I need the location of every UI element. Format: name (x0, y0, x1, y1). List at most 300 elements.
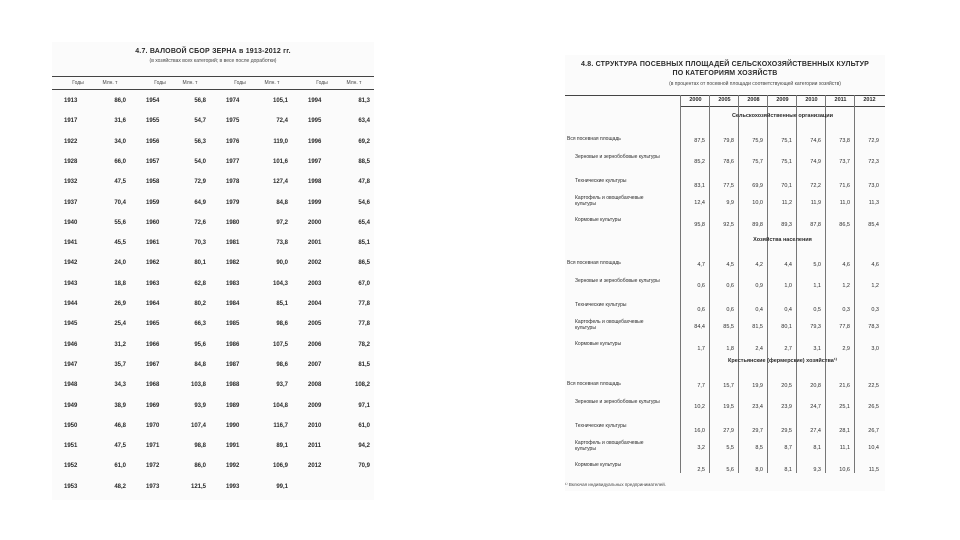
value-cell: 74,6 (810, 138, 821, 144)
value-cell: 5,0 (813, 262, 821, 268)
value-cell: 0,6 (697, 283, 705, 289)
value-cell: 95,6 (194, 341, 206, 348)
value-cell: 80,1 (194, 260, 206, 267)
value-cell: 10,4 (868, 445, 879, 451)
value-cell: 84,4 (694, 324, 705, 330)
year-cell: 1983 (226, 280, 240, 287)
value-cell: 101,6 (272, 158, 288, 165)
value-cell: 2,7 (784, 346, 792, 352)
value-cell: 27,4 (810, 428, 821, 434)
value-cell: 93,7 (276, 382, 288, 389)
table-row (52, 443, 374, 453)
value-cell: 54,7 (194, 118, 206, 125)
year-cell: 2001 (308, 240, 322, 247)
value-cell: 35,7 (114, 361, 126, 368)
year-cell: 2000 (308, 219, 322, 226)
value-cell: 19,9 (752, 383, 763, 389)
table-row (52, 362, 374, 372)
value-cell: 106,9 (272, 463, 288, 470)
year-cell: 1995 (308, 118, 322, 125)
table-row (52, 200, 374, 210)
year-cell: 1954 (146, 98, 160, 104)
year-cell: 1962 (146, 260, 160, 267)
year-cell: 1950 (64, 422, 78, 429)
year-cell: 1964 (146, 301, 160, 307)
value-cell: 10,2 (694, 404, 705, 410)
value-cell: 18,8 (114, 280, 126, 287)
left-table-title: 4.7. ВАЛОВОЙ СБОР ЗЕРНА в 1913-2012 гг. (135, 48, 291, 55)
value-cell: 12,4 (694, 200, 705, 206)
year-cell: 1997 (308, 158, 322, 165)
value-cell: 72,9 (868, 138, 879, 144)
year-cell: 1974 (226, 98, 240, 104)
value-cell: 25,1 (839, 404, 850, 410)
value-cell: 46,8 (114, 422, 126, 429)
value-cell: 1,7 (697, 346, 705, 352)
year-cell: 1987 (226, 361, 240, 368)
value-cell: 97,1 (358, 402, 370, 409)
year-header: 2011 (834, 97, 847, 103)
value-cell: 22,5 (868, 383, 879, 389)
year-cell: 1981 (226, 240, 240, 247)
row-label: Вся посевная площадь (567, 260, 621, 266)
value-cell: 5,6 (726, 467, 734, 473)
table-row (52, 179, 374, 189)
year-cell: 2011 (308, 443, 322, 450)
year-cell: 1958 (146, 179, 160, 186)
value-cell: 47,5 (114, 443, 126, 450)
value-cell: 4,5 (726, 262, 734, 268)
value-cell: 19,5 (723, 404, 734, 410)
year-cell: 1998 (308, 179, 322, 186)
value-cell: 75,9 (752, 138, 763, 144)
year-cell: 1940 (64, 219, 78, 226)
value-cell: 72,3 (868, 159, 879, 165)
table-row (52, 98, 374, 108)
value-cell: 11,5 (868, 467, 879, 473)
value-cell: 20,8 (810, 383, 821, 389)
row-label: Технические культуры (575, 302, 627, 308)
year-cell: 2005 (308, 321, 322, 328)
column-header: Млн. т (264, 80, 280, 86)
value-cell: 16,0 (694, 428, 705, 434)
table-row (52, 484, 374, 494)
year-cell: 1988 (226, 382, 240, 389)
year-cell: 2009 (308, 402, 322, 409)
value-cell: 8,0 (755, 467, 763, 473)
year-cell: 1948 (64, 382, 78, 389)
value-cell: 55,6 (114, 219, 126, 226)
value-cell: 65,4 (358, 219, 370, 226)
row-label: Кормовые культуры (575, 217, 622, 223)
value-cell: 77,8 (839, 324, 850, 330)
row-label: Картофель и овощебахчевые культуры (575, 195, 644, 207)
value-cell: 88,5 (358, 158, 370, 165)
value-cell: 92,5 (723, 222, 734, 228)
year-cell: 1917 (64, 118, 78, 125)
table-row (52, 342, 374, 352)
section-heading: Сельскохозяйственные организации (731, 113, 834, 119)
column-header: Годы (154, 80, 166, 86)
year-cell: 2003 (308, 280, 322, 287)
value-cell: 69,9 (752, 183, 763, 189)
value-cell: 3,1 (813, 346, 821, 352)
year-cell: 2010 (308, 422, 322, 429)
value-cell: 1,8 (726, 346, 734, 352)
row-label: Вся посевная площадь (567, 136, 621, 142)
year-cell: 1941 (64, 240, 78, 247)
value-cell: 70,3 (194, 240, 206, 247)
value-cell: 8,7 (784, 445, 792, 451)
value-cell: 2,4 (755, 346, 763, 352)
year-cell: 1977 (226, 158, 240, 165)
value-cell: 84,8 (276, 199, 288, 206)
value-cell: 79,3 (810, 324, 821, 330)
year-cell: 1973 (146, 483, 160, 490)
value-cell: 75,7 (752, 159, 763, 165)
row-label: Технические культуры (575, 178, 627, 184)
value-cell: 85,2 (694, 159, 705, 165)
value-cell: 10,0 (752, 200, 763, 206)
value-cell: 24,7 (810, 404, 821, 410)
value-cell: 34,0 (114, 138, 126, 145)
value-cell: 73,8 (839, 138, 850, 144)
year-cell: 1946 (64, 341, 78, 348)
year-cell: 1965 (146, 321, 160, 328)
value-cell: 0,6 (697, 307, 705, 313)
value-cell: 84,8 (194, 361, 206, 368)
value-cell: 63,4 (358, 118, 370, 125)
row-label: Зерновые и зернобобовые культуры (575, 399, 660, 405)
value-cell: 77,8 (358, 321, 370, 328)
value-cell: 71,6 (839, 183, 850, 189)
value-cell: 9,9 (726, 200, 734, 206)
table-row (52, 220, 374, 230)
value-cell: 4,2 (755, 262, 763, 268)
value-cell: 73,8 (276, 240, 288, 247)
value-cell: 85,1 (276, 301, 288, 307)
row-label: Картофель и овощебахчевые культуры (575, 440, 644, 452)
value-cell: 73,0 (868, 183, 879, 189)
left-table-subtitle: (в хозяйствах всех категорий; в весе после доработки) (149, 58, 277, 64)
value-cell: 20,5 (781, 383, 792, 389)
year-cell: 1986 (226, 341, 240, 348)
table-row (52, 118, 374, 128)
table-row (52, 260, 374, 270)
year-header: 2008 (747, 97, 760, 103)
value-cell: 107,4 (190, 422, 206, 429)
year-header: 2012 (863, 97, 876, 103)
value-cell: 0,4 (784, 307, 792, 313)
value-cell: 74,9 (810, 159, 821, 165)
value-cell: 4,6 (871, 262, 879, 268)
value-cell: 11,9 (810, 200, 821, 206)
year-cell: 1961 (146, 240, 160, 247)
value-cell: 28,1 (839, 428, 850, 434)
value-cell: 26,9 (114, 301, 126, 307)
value-cell: 72,6 (194, 219, 206, 226)
value-cell: 69,2 (358, 138, 370, 145)
column-header: Годы (234, 80, 246, 86)
table-row (52, 301, 374, 311)
year-cell: 1991 (226, 443, 240, 450)
value-cell: 26,5 (868, 404, 879, 410)
year-header: 2000 (689, 97, 702, 103)
value-cell: 104,8 (272, 402, 288, 409)
year-cell: 1972 (146, 463, 160, 470)
value-cell: 94,2 (358, 443, 370, 450)
value-cell: 98,6 (276, 361, 288, 368)
value-cell: 75,1 (781, 159, 792, 165)
year-cell: 1942 (64, 260, 78, 267)
column-rule (796, 95, 797, 473)
value-cell: 99,1 (276, 483, 288, 490)
value-cell: 4,7 (697, 262, 705, 268)
value-cell: 8,1 (813, 445, 821, 451)
column-header: Млн. т (346, 80, 362, 86)
value-cell: 15,7 (723, 383, 734, 389)
section-heading: Хозяйства населения (753, 237, 812, 243)
right-table-title-line2: ПО КАТЕГОРИЯМ ХОЗЯЙСТВ (672, 70, 778, 77)
value-cell: 121,5 (190, 483, 206, 490)
row-label: Зерновые и зернобобовые культуры (575, 154, 660, 160)
year-cell: 1955 (146, 118, 160, 125)
year-cell: 1984 (226, 301, 240, 307)
year-cell: 1944 (64, 301, 78, 307)
value-cell: 89,3 (781, 222, 792, 228)
value-cell: 107,5 (272, 341, 288, 348)
value-cell: 80,1 (781, 324, 792, 330)
row-label: Картофель и овощебахчевые культуры (575, 319, 644, 331)
value-cell: 29,5 (781, 428, 792, 434)
value-cell: 77,5 (723, 183, 734, 189)
year-cell: 1951 (64, 443, 78, 450)
value-cell: 66,3 (194, 321, 206, 328)
value-cell: 83,1 (694, 183, 705, 189)
value-cell: 23,4 (752, 404, 763, 410)
table-row (52, 423, 374, 433)
value-cell: 4,4 (784, 262, 792, 268)
right-table-footnote: ¹⁾ Включая индивидуальных предпринимателей. (565, 482, 667, 487)
value-cell: 1,2 (871, 283, 879, 289)
year-cell: 1952 (64, 463, 78, 470)
year-cell: 2008 (308, 382, 322, 389)
year-cell: 1967 (146, 361, 160, 368)
value-cell: 1,2 (842, 283, 850, 289)
year-cell: 1966 (146, 341, 160, 348)
value-cell: 31,6 (114, 118, 126, 125)
year-cell: 1959 (146, 199, 160, 206)
value-cell: 89,8 (752, 222, 763, 228)
value-cell: 47,8 (358, 179, 370, 186)
value-cell: 116,7 (273, 422, 288, 429)
column-rule (854, 95, 855, 473)
value-cell: 61,0 (114, 463, 126, 470)
year-cell: 1999 (308, 199, 322, 206)
value-cell: 34,3 (114, 382, 126, 389)
value-cell: 0,3 (871, 307, 879, 313)
value-cell: 47,5 (114, 179, 126, 186)
year-cell: 1980 (226, 219, 240, 226)
column-header: Годы (316, 80, 328, 86)
year-cell: 1992 (226, 463, 240, 470)
table-row (52, 321, 374, 331)
value-cell: 7,7 (697, 383, 705, 389)
value-cell: 90,0 (276, 260, 288, 267)
value-cell: 86,5 (839, 222, 850, 228)
year-cell: 1989 (226, 402, 240, 409)
value-cell: 56,3 (194, 138, 206, 145)
value-cell: 29,7 (752, 428, 763, 434)
grain-harvest-table-page (52, 42, 374, 500)
value-cell: 73,7 (839, 159, 850, 165)
year-cell: 1994 (308, 98, 322, 104)
table-row (52, 382, 374, 392)
value-cell: 11,1 (839, 445, 850, 451)
value-cell: 87,8 (810, 222, 821, 228)
value-cell: 119,0 (273, 138, 288, 145)
year-cell: 1953 (64, 483, 78, 490)
value-cell: 81,3 (358, 98, 370, 104)
year-cell: 2006 (308, 341, 322, 348)
value-cell: 23,9 (781, 404, 792, 410)
value-cell: 85,4 (868, 222, 879, 228)
value-cell: 0,6 (726, 307, 734, 313)
value-cell: 61,0 (358, 422, 370, 429)
value-cell: 105,1 (272, 98, 288, 104)
year-cell: 1968 (146, 382, 160, 389)
column-rule (709, 95, 710, 473)
value-cell: 24,0 (114, 260, 126, 267)
year-cell: 1949 (64, 402, 78, 409)
value-cell: 127,4 (272, 179, 288, 186)
value-cell: 67,0 (358, 280, 370, 287)
year-cell: 1969 (146, 402, 160, 409)
year-header: 2009 (776, 97, 789, 103)
value-cell: 10,6 (839, 467, 850, 473)
value-cell: 56,8 (194, 98, 206, 104)
year-cell: 1956 (146, 138, 160, 145)
value-cell: 0,3 (842, 307, 850, 313)
value-cell: 8,1 (784, 467, 792, 473)
value-cell: 11,2 (781, 200, 792, 206)
value-cell: 1,1 (813, 283, 821, 289)
value-cell: 8,5 (755, 445, 763, 451)
value-cell: 103,8 (190, 382, 206, 389)
value-cell: 98,8 (194, 443, 206, 450)
value-cell: 72,9 (194, 179, 206, 186)
value-cell: 72,4 (276, 118, 288, 125)
value-cell: 3,0 (871, 346, 879, 352)
value-cell: 104,3 (272, 280, 288, 287)
column-header: Годы (72, 80, 84, 86)
value-cell: 77,8 (358, 301, 370, 307)
value-cell: 86,0 (114, 98, 126, 104)
value-cell: 27,9 (723, 428, 734, 434)
value-cell: 108,2 (354, 382, 370, 389)
year-cell: 1960 (146, 219, 160, 226)
year-cell: 1979 (226, 199, 240, 206)
value-cell: 11,3 (868, 200, 879, 206)
year-cell: 2004 (308, 301, 322, 307)
column-rule (767, 95, 768, 473)
value-cell: 0,4 (755, 307, 763, 313)
value-cell: 78,6 (723, 159, 734, 165)
year-cell: 2007 (308, 361, 322, 368)
table-row (52, 463, 374, 473)
column-rule (825, 95, 826, 473)
value-cell: 79,8 (723, 138, 734, 144)
value-cell: 72,2 (810, 183, 821, 189)
value-cell: 25,4 (114, 321, 126, 328)
value-cell: 4,6 (842, 262, 850, 268)
year-cell: 1945 (64, 321, 78, 328)
value-cell: 93,9 (194, 402, 206, 409)
value-cell: 2,5 (697, 467, 705, 473)
left-table-header (52, 76, 374, 90)
value-cell: 81,5 (358, 361, 370, 368)
right-table-left-rule (565, 95, 680, 96)
value-cell: 21,6 (839, 383, 850, 389)
value-cell: 9,3 (813, 467, 821, 473)
value-cell: 95,8 (694, 222, 705, 228)
column-header: Млн. т (182, 80, 198, 86)
value-cell: 97,2 (276, 219, 288, 226)
value-cell: 31,2 (114, 341, 126, 348)
value-cell: 86,5 (358, 260, 370, 267)
year-cell: 1976 (226, 138, 240, 145)
year-cell: 1957 (146, 158, 160, 165)
value-cell: 1,0 (784, 283, 792, 289)
value-cell: 0,5 (813, 307, 821, 313)
value-cell: 78,3 (868, 324, 879, 330)
year-cell: 1985 (226, 321, 240, 328)
table-row (52, 159, 374, 169)
year-cell: 1932 (64, 179, 78, 186)
value-cell: 5,5 (726, 445, 734, 451)
table-row (52, 240, 374, 250)
year-cell: 1975 (226, 118, 240, 125)
year-header: 2005 (718, 97, 731, 103)
value-cell: 85,1 (358, 240, 370, 247)
right-table-subtitle: (в процентах от посевной площади соответствующей категории хозяйств) (669, 81, 841, 87)
year-cell: 1970 (146, 422, 160, 429)
column-rule (680, 95, 681, 473)
value-cell: 70,9 (358, 463, 370, 470)
year-cell: 1996 (308, 138, 322, 145)
year-cell: 2002 (308, 260, 322, 267)
value-cell: 81,5 (752, 324, 763, 330)
year-cell: 2012 (308, 463, 322, 470)
year-cell: 1947 (64, 361, 78, 368)
value-cell: 66,0 (114, 158, 126, 165)
row-label: Зерновые и зернобобовые культуры (575, 278, 660, 284)
value-cell: 11,0 (839, 200, 850, 206)
year-cell: 1937 (64, 199, 78, 206)
crop-structure-table-page (565, 55, 885, 491)
value-cell: 0,9 (755, 283, 763, 289)
value-cell: 86,0 (194, 463, 206, 470)
value-cell: 38,9 (114, 402, 126, 409)
year-header: 2010 (805, 97, 818, 103)
value-cell: 54,0 (194, 158, 206, 165)
year-cell: 1963 (146, 280, 160, 287)
value-cell: 98,6 (276, 321, 288, 328)
year-cell: 1928 (64, 158, 78, 165)
table-row (52, 281, 374, 291)
year-cell: 1913 (64, 98, 78, 104)
row-label: Вся посевная площадь (567, 381, 621, 387)
